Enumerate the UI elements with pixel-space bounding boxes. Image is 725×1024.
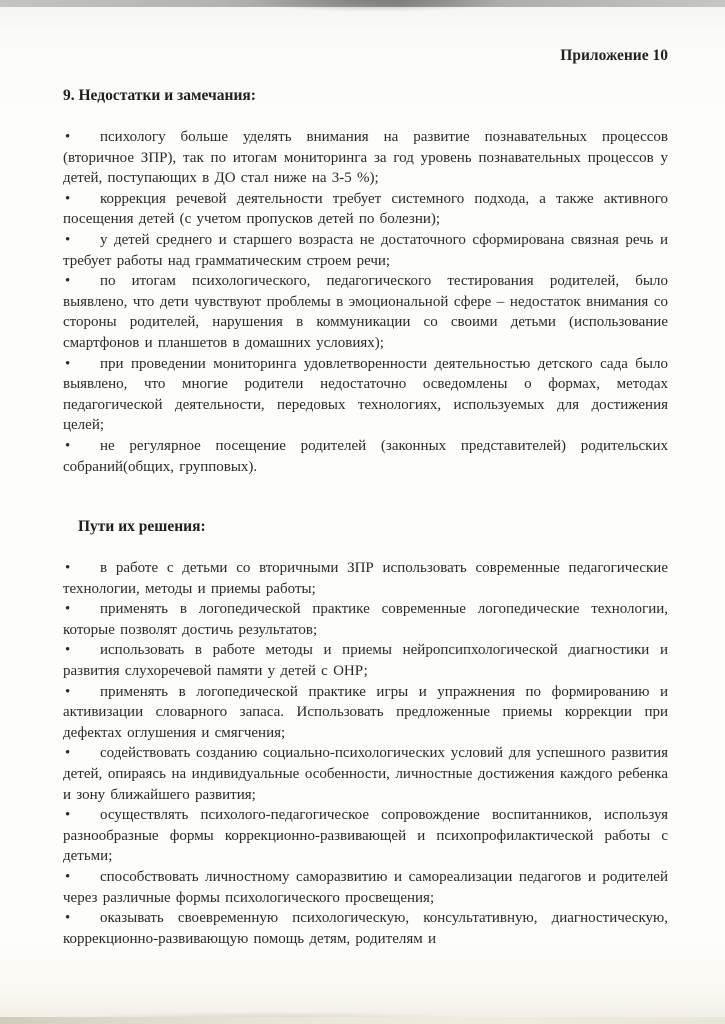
deficiencies-list <box>63 127 668 477</box>
list-item <box>63 805 668 867</box>
list-item-text: применять в логопедической практике игры и упражнения по формированию и активизации словарного запаса. Использовать предложенные приемы коррекции при дефектах оглушения и смягчения; <box>63 683 668 741</box>
list-item-text: в работе с детьми со вторичными ЗПР использовать современные педагогические технологии, методы и приемы работы; <box>63 560 668 597</box>
list-item <box>63 599 668 640</box>
list-item-text: при проведении мониторинга удовлетворенности деятельностью детского сада было выявлено, что многие родители недостаточно осведомлены о формах, методах педагогической деятельности, передовых технологиях, используемых для достижения целей; <box>63 355 668 434</box>
bullet-icon: • <box>65 745 71 762</box>
list-item-text: коррекция речевой деятельности требует системного подхода, а также активного посещения детей (с учетом пропусков детей по болезни); <box>63 190 668 228</box>
bullet-icon: • <box>65 273 71 290</box>
list-item-text: способствовать личностному саморазвитию и самореализации педагогов и родителей через различные формы психологического просвещения; <box>63 869 668 906</box>
bullet-icon: • <box>65 231 71 248</box>
scan-edge-bottom <box>0 1017 725 1024</box>
list-item-text: применять в логопедической практике современные логопедические технологии, которые позволят достичь результатов; <box>63 601 668 638</box>
list-item <box>63 189 668 230</box>
bullet-icon: • <box>65 355 71 372</box>
list-item <box>63 558 668 599</box>
section-deficiencies-heading: 9. Недостатки и замечания: <box>63 87 256 104</box>
bullet-icon: • <box>65 129 71 145</box>
list-item <box>63 640 668 681</box>
list-item-text: по итогам психологического, педагогического тестирования родителей, было выявлено, что дети чувствуют проблемы в эмоциональной сфере – недостаток внимания со стороны родителей, нарушения в коммуникации со своими детьми (использование смартфонов и планшетов в домашних условиях); <box>63 273 668 351</box>
list-item-text: содействовать созданию социально-психологических условий для успешного развития детей, опираясь на индивидуальные особенности, личностные достижения каждого ребенка и зону ближайшего развития; <box>63 745 668 803</box>
list-item <box>63 354 668 436</box>
list-item <box>63 867 668 908</box>
list-item-text: оказывать своевременную психологическую, консультативную, диагностическую, коррекционно-развивающую помощь детям, родителям и <box>63 910 668 947</box>
bullet-icon: • <box>65 807 71 824</box>
solutions-list <box>63 558 668 949</box>
bullet-icon: • <box>65 869 71 885</box>
list-item-text: не регулярное посещение родителей (законных представителей) родительских собраний(общих, групповых). <box>63 437 668 475</box>
bullet-icon: • <box>65 560 71 577</box>
appendix-label: Приложение 10 <box>560 47 668 64</box>
bullet-icon: • <box>65 601 71 618</box>
bullet-icon: • <box>65 190 71 207</box>
list-item <box>63 908 668 949</box>
list-item <box>63 230 668 271</box>
list-item-text: осуществлять психолого-педагогическое сопровождение воспитанников, используя разнообразные формы коррекционно-развивающей и психопрофилактической работы с детьми; <box>63 807 668 865</box>
bullet-icon: • <box>65 437 71 454</box>
list-item-text: у детей среднего и старшего возраста не достаточного сформирована связная речь и требует работы над грамматическим строем речи; <box>63 231 668 269</box>
list-item-text: психологу больше уделять внимания на развитие познавательных процессов (вторичное ЗПР), так по итогам мониторинга за год уровень познавательных процессов у детей, поступающих в ДО стал ниже на 3-5 %); <box>63 129 668 187</box>
list-item <box>63 436 668 477</box>
bullet-icon: • <box>65 910 71 927</box>
list-item <box>63 682 668 744</box>
list-item <box>63 127 668 189</box>
list-item <box>63 271 668 353</box>
bullet-icon: • <box>65 683 71 700</box>
section-solutions-heading: Пути их решения: <box>78 518 206 536</box>
list-item-text: использовать в работе методы и приемы нейропсипхологической диагностики и развития слухоречевой памяти у детей с ОНР; <box>63 642 668 680</box>
list-item <box>63 743 668 805</box>
bullet-icon: • <box>65 642 71 659</box>
